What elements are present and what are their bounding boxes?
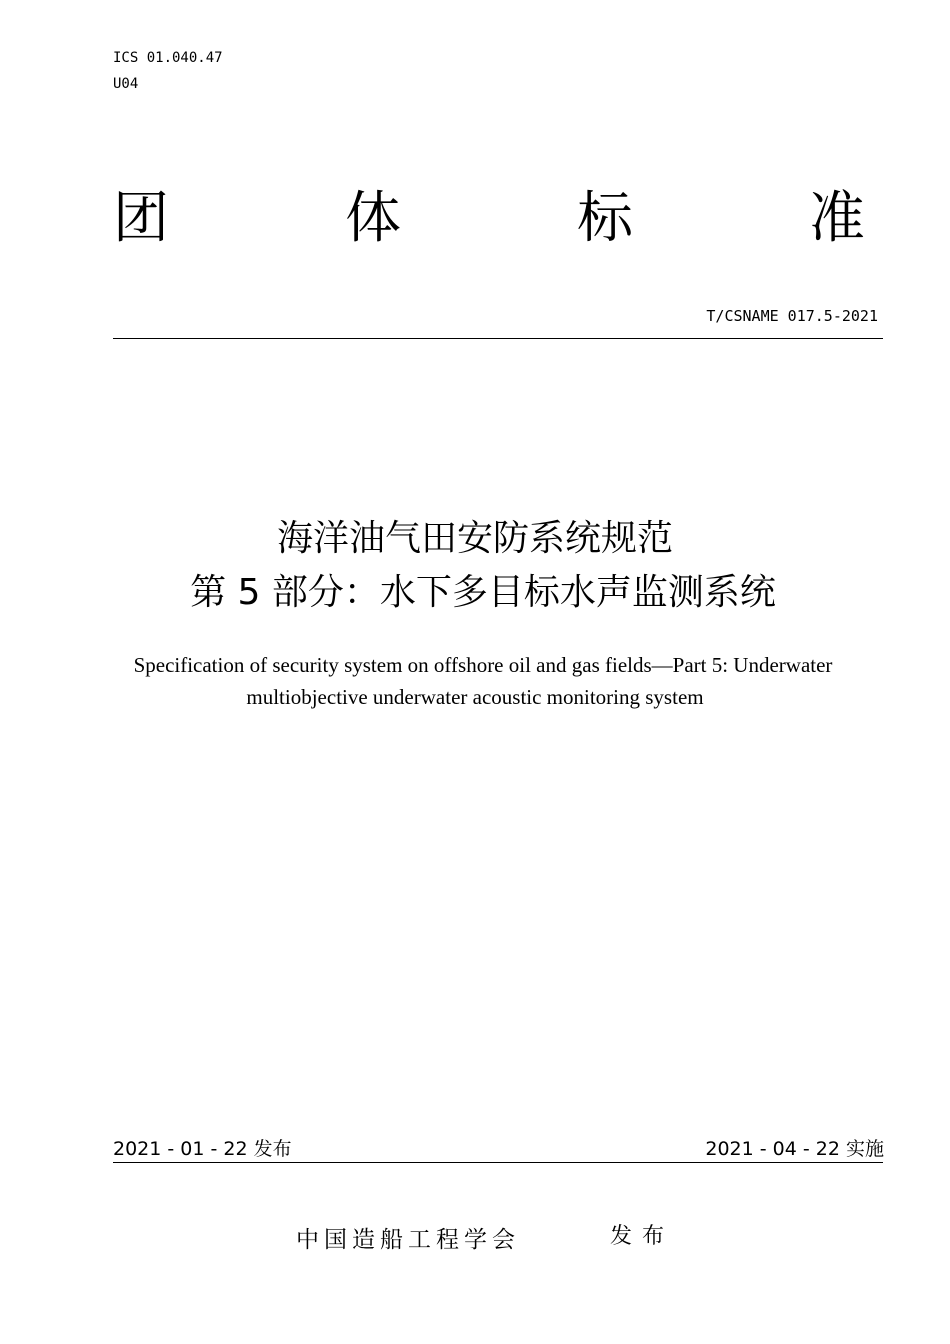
- ics-code: ICS 01.040.47: [113, 50, 223, 66]
- standard-type-char-1: 团: [113, 186, 169, 251]
- standard-type-char-4: 准: [809, 186, 865, 251]
- implementation-date: 2021 - 04 - 22 实施: [705, 1138, 884, 1160]
- standard-type-char-3: 标: [577, 186, 633, 251]
- bottom-divider: [113, 1162, 883, 1163]
- chinese-title-line-1: 海洋油气田安防系统规范: [276, 518, 673, 559]
- top-divider: [113, 338, 883, 339]
- classification-code: U04: [113, 76, 139, 92]
- standard-number: T/CSNAME 017.5-2021: [706, 307, 878, 325]
- english-title-line-2: multiobjective underwater acoustic monitoring system: [246, 685, 704, 709]
- chinese-title-line-2: 第 5 部分：水下多目标水声监测系统: [190, 572, 776, 613]
- english-title-line-1: Specification of security system on offshore oil and gas fields—Part 5: Underwater: [133, 653, 833, 677]
- publisher-name: 中国造船工程学会: [296, 1227, 520, 1253]
- publish-label: 发布: [610, 1224, 675, 1249]
- standard-type-char-2: 体: [345, 186, 401, 251]
- standard-type-heading: [113, 186, 865, 252]
- issue-date: 2021 - 01 - 22 发布: [113, 1138, 292, 1160]
